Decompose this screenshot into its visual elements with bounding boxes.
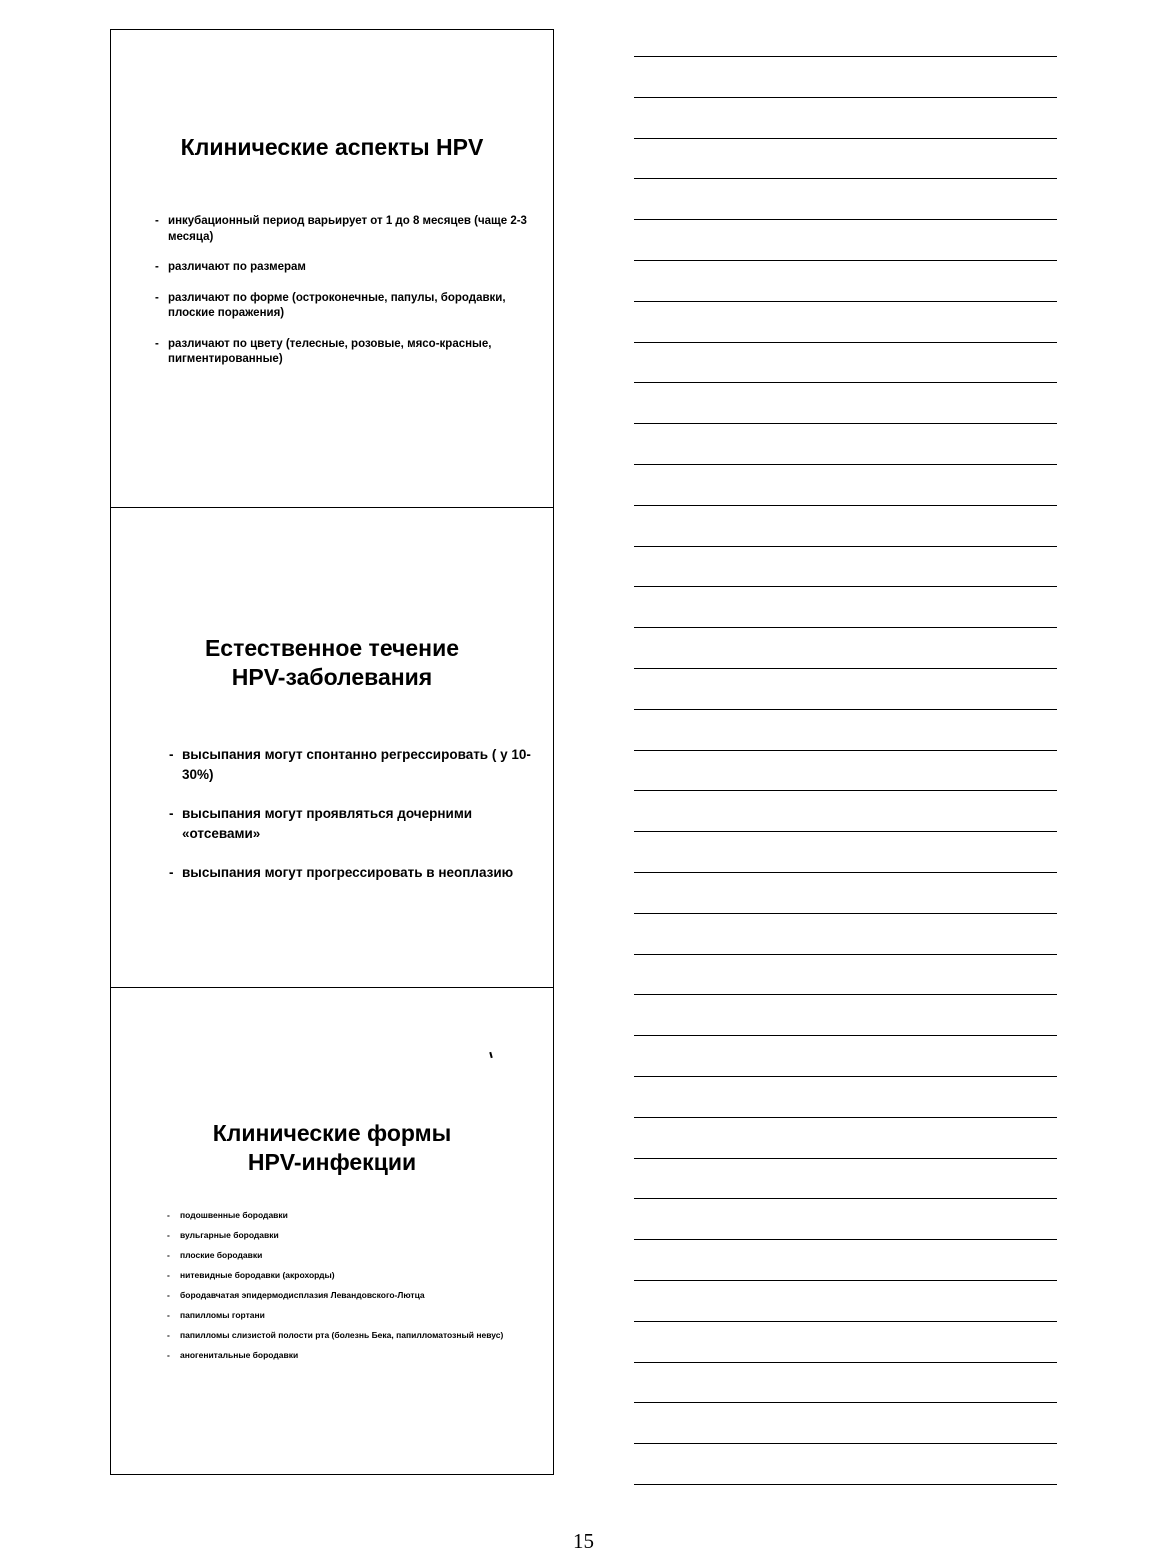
bullet-list [167,1210,547,1370]
note-line [634,790,1057,791]
note-line [634,301,1057,302]
note-line [634,954,1057,955]
note-line [634,505,1057,506]
slide-title-line: HPV-заболевания [231,664,433,691]
note-line [634,994,1057,995]
slides-column [110,29,554,1475]
note-line [634,709,1057,710]
bullet-list [155,214,545,383]
list-item: - различают по форме (остроконечные, папулы, бородавки, плоские поражения) [155,291,545,322]
list-item: - папилломы гортани [167,1310,547,1321]
note-line [634,1239,1057,1240]
page-number: 15 [573,1529,594,1553]
note-line [634,1076,1057,1077]
list-item: - папилломы слизистой полости рта (болезнь Бека, папилломатозный невус) [167,1330,547,1341]
note-line [634,464,1057,465]
slide-title [111,634,553,693]
note-line [634,138,1057,139]
slide-title-line: Естественное течение [204,635,460,661]
note-line [634,872,1057,873]
list-item: - подошвенные бородавки [167,1210,547,1221]
list-item: - инкубационный период варьирует от 1 до 8 месяцев (чаще 2-3 месяца) [155,214,545,245]
note-line [634,1035,1057,1036]
note-line [634,668,1057,669]
note-line [634,750,1057,751]
list-item: - различают по цвету (телесные, розовые, мясо-красные, пигментированные) [155,337,545,368]
note-line [634,831,1057,832]
note-line [634,219,1057,220]
note-line [634,546,1057,547]
note-line [634,56,1057,57]
slide-title-line: Клинические формы [212,1120,452,1146]
note-line [634,260,1057,261]
note-line [634,627,1057,628]
bullet-list [169,745,549,903]
note-line [634,1402,1057,1403]
note-line [634,382,1057,383]
note-line [634,423,1057,424]
note-line [634,342,1057,343]
list-item: - высыпания могут прогрессировать в неоплазию [169,863,549,883]
list-item: - высыпания могут спонтанно регрессировать ( у 10-30%) [169,745,549,784]
stray-mark [489,1052,492,1058]
list-item: - аногенитальные бородавки [167,1350,547,1361]
note-line [634,1321,1057,1322]
note-line [634,586,1057,587]
note-line [634,1280,1057,1281]
note-line [634,1484,1057,1485]
list-item: - плоские бородавки [167,1250,547,1261]
list-item: - вульгарные бородавки [167,1230,547,1241]
list-item: - бородавчатая эпидермодисплазия Левандовского-Лютца [167,1290,547,1301]
note-line [634,97,1057,98]
slide-clinical-forms [111,988,553,1476]
slide-title [111,1119,553,1178]
note-line [634,1443,1057,1444]
note-line [634,178,1057,179]
slide-clinical-aspects [111,30,553,508]
slide-title: Клинические аспекты HPV [180,134,484,160]
note-line [634,1198,1057,1199]
list-item: - различают по размерам [155,260,545,276]
list-item: - высыпания могут проявляться дочерними «отсевами» [169,804,549,843]
slide-title-line: HPV-инфекции [247,1149,417,1176]
note-line [634,913,1057,914]
slide-natural-course [111,508,553,988]
list-item: - нитевидные бородавки (акрохорды) [167,1270,547,1281]
note-line [634,1158,1057,1159]
note-line [634,1362,1057,1363]
note-line [634,1117,1057,1118]
